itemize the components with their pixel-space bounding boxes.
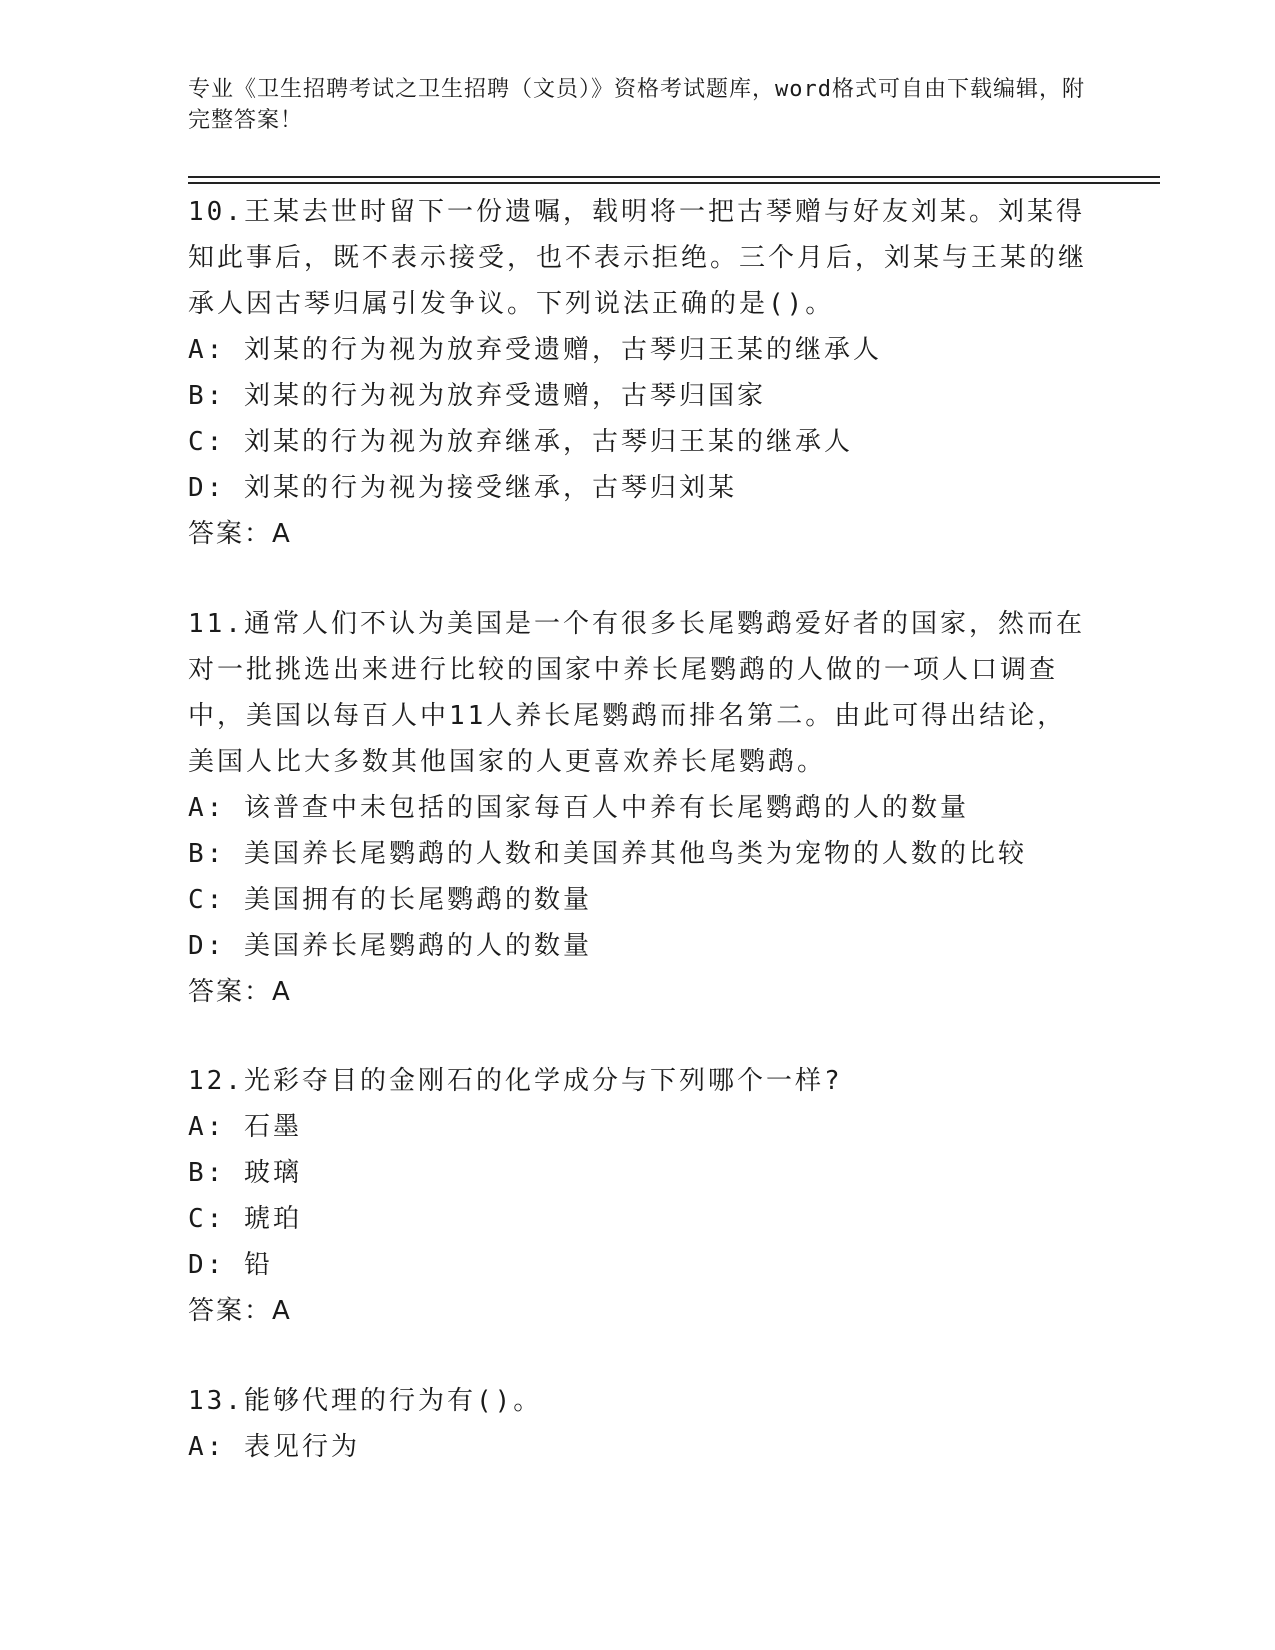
header-divider-top <box>188 176 1160 178</box>
answer-label: 答案：A <box>188 977 292 1007</box>
question-stem: 12.光彩夺目的金刚石的化学成分与下列哪个一样? <box>188 1066 843 1096</box>
question-stem: 10.王某去世时留下一份遗嘱，载明将一把古琴赠与好友刘某。刘某得知此事后，既不表示接受，也不表示拒绝。三个月后，刘某与王某的继承人因古琴归属引发争议。下列说法正确的是()。 <box>188 197 1088 319</box>
option-c: C: 琥珀 <box>188 1204 302 1234</box>
option-b: B: 美国养长尾鹦鹉的人数和美国养其他鸟类为宠物的人数的比较 <box>188 839 1027 869</box>
document-header: 专业《卫生招聘考试之卫生招聘（文员）》资格考试题库，word格式可自由下载编辑，附完整答案！ <box>188 77 1085 133</box>
option-d: D: 刘某的行为视为接受继承，古琴归刘某 <box>188 473 737 503</box>
question-stem: 11.通常人们不认为美国是一个有很多长尾鹦鹉爱好者的国家，然而在对一批挑选出来进行比较的国家中养长尾鹦鹉的人做的一项人口调查中，美国以每百人中11人养长尾鹦鹉而排名第二。由此可得出结论，美国人比大多数其他国家的人更喜欢养长尾鹦鹉。 <box>188 609 1085 777</box>
option-d: D: 铅 <box>188 1250 273 1280</box>
option-b: B: 玻璃 <box>188 1158 302 1188</box>
question-13 <box>188 1378 1088 1470</box>
answer-label: 答案：A <box>188 1296 292 1326</box>
option-a: A: 该普查中未包括的国家每百人中养有长尾鹦鹉的人的数量 <box>188 793 969 823</box>
option-a: A: 刘某的行为视为放弃受遗赠，古琴归王某的继承人 <box>188 335 882 365</box>
question-stem: 13.能够代理的行为有()。 <box>188 1386 543 1416</box>
question-10 <box>188 189 1088 557</box>
question-12 <box>188 1058 1088 1334</box>
answer-label: 答案：A <box>188 519 292 549</box>
option-c: C: 刘某的行为视为放弃继承，古琴归王某的继承人 <box>188 427 853 457</box>
option-a: A: 石墨 <box>188 1112 302 1142</box>
option-b: B: 刘某的行为视为放弃受遗赠，古琴归国家 <box>188 381 766 411</box>
option-c: C: 美国拥有的长尾鹦鹉的数量 <box>188 885 592 915</box>
option-a: A: 表见行为 <box>188 1432 360 1462</box>
header-divider-bottom <box>188 182 1160 184</box>
option-d: D: 美国养长尾鹦鹉的人的数量 <box>188 931 592 961</box>
question-11 <box>188 601 1088 1015</box>
